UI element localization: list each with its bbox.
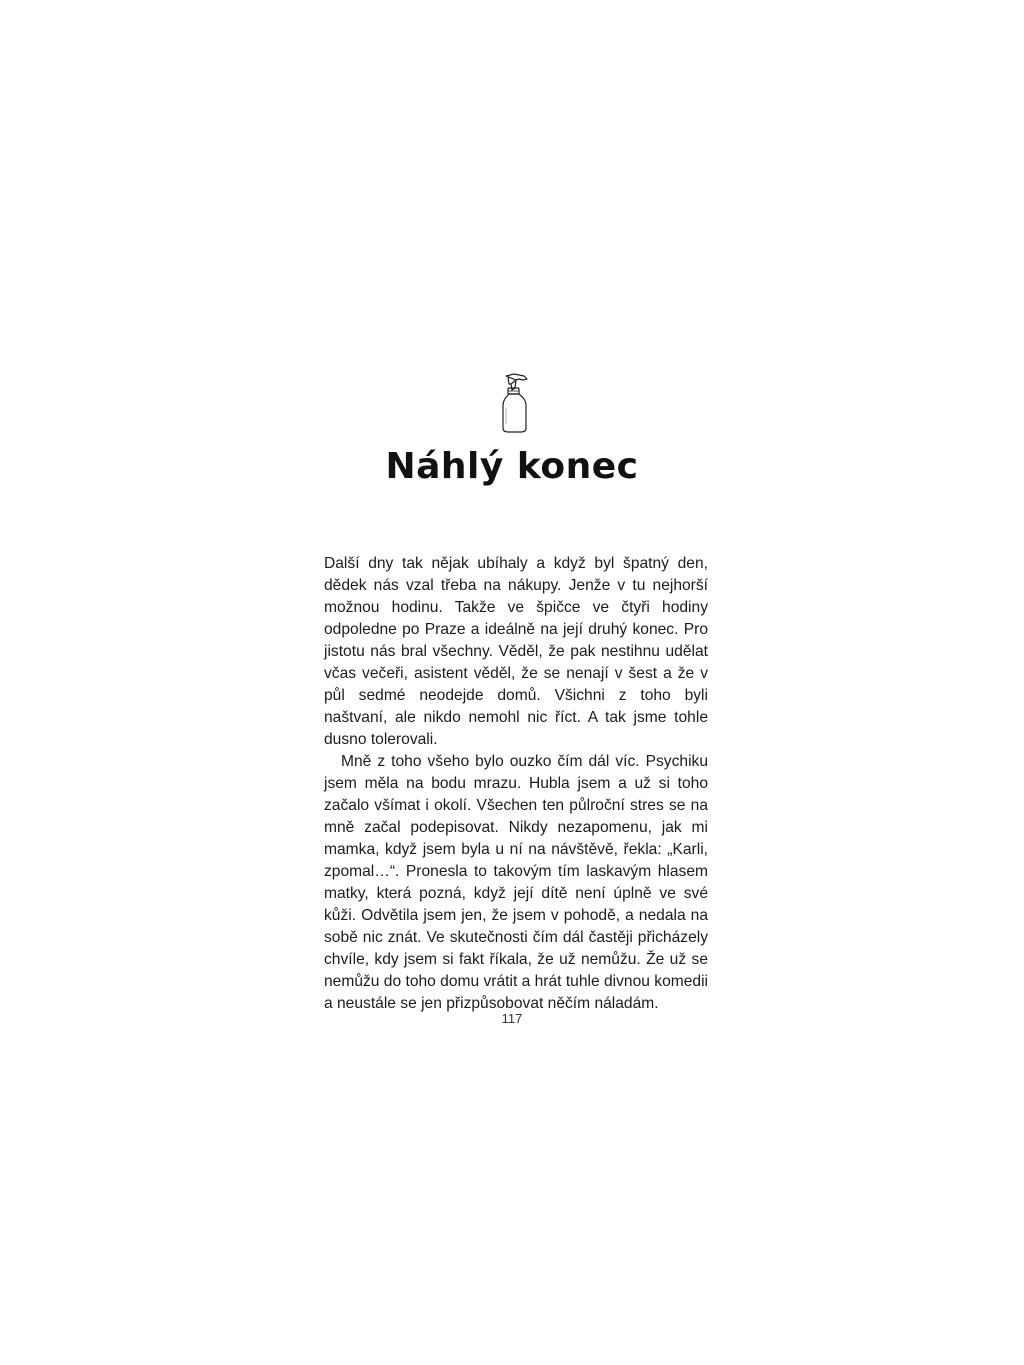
- chapter-title: Náhlý konec: [385, 446, 639, 487]
- paragraph: Mně z toho všeho bylo ouzko čím dál víc. Psychiku jsem měla na bodu mrazu. Hubla jsem a už si toho začalo všímat i okolí. Všechen ten půlroční stres se na mně začal podepisovat. Nikdy nezapomenu, jak mi mamka, když jsem byla u ní na návštěvě, řekla: „Karli, zpomal…“. Pronesla to takovým tím laskavým hlasem matky, která pozná, když její dítě není úplně ve své kůži. Odvětila jsem jen, že jsem v pohodě, a nedala na sobě nic znát. Ve skutečnosti čím dál častěji přicházely chvíle, kdy jsem si fakt říkala, že už nemůžu. Že už se nemůžu do toho domu vrátit a hrát tuhle divnou komedii a neustále se jen přizpůsobovat něčím náladám.: [324, 753, 709, 1012]
- paragraph: Další dny tak nějak ubíhaly a když byl špatný den, dědek nás vzal třeba na nákupy. Jenže v tu nejhorší možnou hodinu. Takže ve špičce ve čtyři hodiny odpoledne po Praze a ideálně na její druhý konec. Pro jistotu nás bral všechny. Věděl, že pak nestihnu udělat včas večeři, asistent věděl, že se nenají v šest a že v půl sedmé neodejde domů. Všichni z toho byli naštvaní, ale nikdo nemohl nic říct. A tak jsme tohle dusno tolerovali.: [324, 555, 708, 748]
- page-number: 117: [501, 1011, 523, 1026]
- spray-bottle-icon: [494, 372, 538, 434]
- chapter-body: [324, 553, 708, 1015]
